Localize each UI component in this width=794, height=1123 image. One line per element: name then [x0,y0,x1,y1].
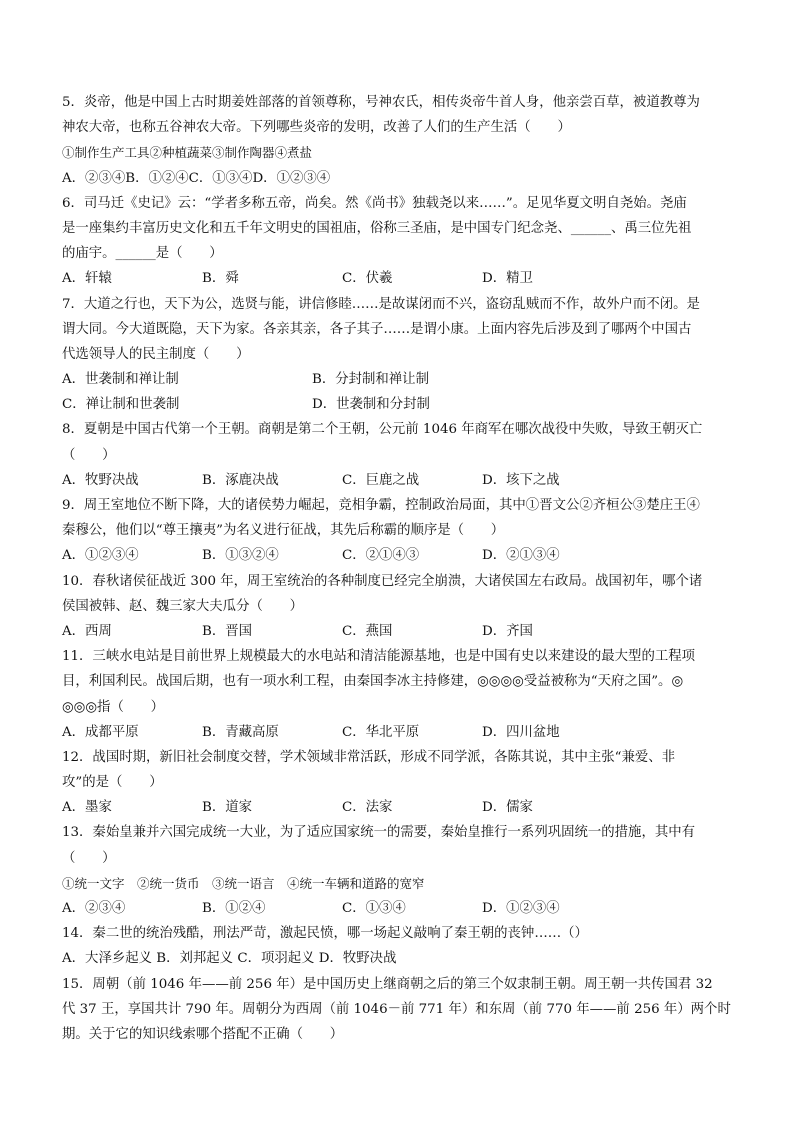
q11-option-d: D．四川盆地 [482,724,560,740]
q7-stem-line3: 代选领导人的民主制度（ ） [62,346,250,362]
q12-stem-line2: 攻”的是（ ） [62,775,163,791]
q8-stem-line1: 8．夏朝是中国古代第一个王朝。商朝是第二个王朝，公元前 1046 年商军在哪次战役中失败，导致王朝灭亡 [62,422,703,438]
q9-stem-line1: 9．周王室地位不断下降，大的诸侯势力崛起，竞相争霸，控制政治局面，其中①晋文公②齐桓公③楚庄王④ [62,498,700,513]
q12-stem-line1: 12．战国时期，新旧社会制度交替，学术领域非常活跃，形成不同学派，各陈其说，其中主张“兼爱、非 [62,749,676,765]
q12-option-b: B．道家 [202,800,253,816]
q12-option-c: C．法家 [342,800,393,816]
q13-stem-line2: （ ） [62,850,116,866]
q7-options-row2 [62,392,738,417]
q13-items: ①统一文字 ②统一货币 ③统一语言 ④统一车辆和道路的宽窄 [62,875,425,891]
q5-stem-line2: 神农大帝，也称五谷神农大帝。下列哪些炎帝的发明，改善了人们的生产生活（ ） [62,120,571,136]
q7-stem-line1: 7．大道之行也，天下为公，选贤与能，讲信修睦……是故谋闭而不兴，盗窃乱贼而不作，故外户而不闭。是 [62,296,700,312]
q5-items: ①制作生产工具②种植蔬菜③制作陶器④煮盐 [62,145,313,161]
q10-stem-line2: 侯国被韩、赵、魏三家大夫瓜分（ ） [62,598,304,614]
q8-option-b: B．涿鹿决战 [202,472,279,488]
q11-stem-line3: ◎◎◎指（ ） [62,699,165,715]
q6-stem-line3: 的庙宇。______是（ ） [62,246,223,262]
q5-stem-line1: 5．炎帝，他是中国上古时期姜姓部落的首领尊称，号神农氏，相传炎帝牛首人身，他亲尝百草，被道教尊为 [62,95,700,110]
q8-option-c: C．巨鹿之战 [342,472,420,488]
q8-option-d: D．垓下之战 [482,472,560,488]
q13-option-a: A．②③④ [62,901,126,916]
q13-option-b: B．①②④ [202,901,266,916]
q7-options-row1 [62,367,738,392]
q13-options [62,896,738,921]
q12-option-d: D．儒家 [482,800,533,816]
q8-stem-line2: （ ） [62,447,116,463]
q9-option-d: D．②①③④ [482,548,560,564]
q7-option-c: C．禅让制和世袭制 [62,397,180,413]
q15-stem-line1: 15．周朝（前 1046 年——前 256 年）是中国历史上继商朝之后的第三个奴隶制王朝。周王朝一共传国君 32 [62,976,713,992]
q15-stem-line2: 代 37 王，享国共计 790 年。周朝分为西周（前 1046－前 771 年）和东周（前 770 年——前 256 年）两个时 [62,1001,731,1017]
q10-option-d: D．齐国 [482,623,533,639]
q11-option-c: C．华北平原 [342,724,420,740]
q9-option-a: A．①②③④ [62,548,139,564]
q14-options: A．大泽乡起义 B．刘邦起义 C．项羽起义 D．牧野决战 [62,951,397,967]
q6-option-b: B．舜 [202,271,239,287]
q15-stem-line3: 期。关于它的知识线索哪个搭配不正确（ ） [62,1026,344,1042]
q6-options [62,266,738,291]
q10-option-c: C．燕国 [342,623,393,639]
q10-options [62,619,738,644]
q6-option-a: A．轩辕 [62,271,112,287]
q6-stem-line1: 6．司马迁《史记》云：“学者多称五帝，尚矣。然《尚书》独载尧以来……”。足见华夏文明自尧始。尧庙 [62,195,687,211]
q13-option-c: C．①③④ [342,901,406,916]
q6-option-c: C．伏羲 [342,271,393,287]
q11-stem-line2: 目，利国利民。战国后期，也有一项水利工程，由秦国李冰主持修建，◎◎◎◎受益被称为“天府之国”。◎ [62,674,684,690]
q13-stem-line1: 13．秦始皇兼并六国完成统一大业，为了适应国家统一的需要，秦始皇推行一系列巩固统一的措施，其中有 [62,825,696,841]
q11-option-b: B．青藏高原 [202,724,279,740]
q12-option-a: A．墨家 [62,800,112,816]
q9-option-c: C．②①④③ [342,548,420,564]
q10-option-b: B．晋国 [202,623,253,639]
q5-options: A．②③④B．①②④C．①③④D．①②③④ [62,170,331,186]
q6-stem-line2: 是一座集约丰富历史文化和五千年文明史的国祖庙，俗称三圣庙，是中国专门纪念尧、______、禹三位先祖 [62,220,692,236]
q9-stem-line2: 秦穆公，他们以“尊王攘夷”为名义进行征战，其先后称霸的顺序是（ ） [62,523,505,539]
q14-stem-line1: 14．秦二世的统治残酷，刑法严苛，激起民愤，哪一场起义敲响了秦王朝的丧钟……（） [62,926,588,942]
exam-page [62,90,738,1047]
q8-options [62,468,738,493]
q6-option-d: D．精卫 [482,271,533,287]
q10-stem-line1: 10．春秋诸侯征战近 300 年，周王室统治的各种制度已经完全崩溃，大诸侯国左右政局。战国初年，哪个诸 [62,573,703,589]
q7-option-a: A．世袭制和禅让制 [62,372,179,388]
q13-option-d: D．①②③④ [482,901,560,916]
q11-stem-line1: 11．三峡水电站是目前世界上规模最大的水电站和清洁能源基地，也是中国有史以来建设的最大型的工程项 [62,649,696,665]
q11-options [62,720,738,745]
q11-option-a: A．成都平原 [62,724,139,740]
q9-option-b: B．①③②④ [202,548,279,564]
q9-options [62,543,738,568]
q7-stem-line2: 谓大同。今大道既隐，天下为家。各亲其亲，各子其子……是谓小康。上面内容先后涉及到了哪两个中国古 [62,321,692,337]
q7-option-d: D．世袭制和分封制 [312,397,430,413]
q7-option-b: B．分封制和禅让制 [312,372,429,388]
q12-options [62,795,738,820]
q8-option-a: A．牧野决战 [62,472,139,488]
q10-option-a: A．西周 [62,623,112,639]
